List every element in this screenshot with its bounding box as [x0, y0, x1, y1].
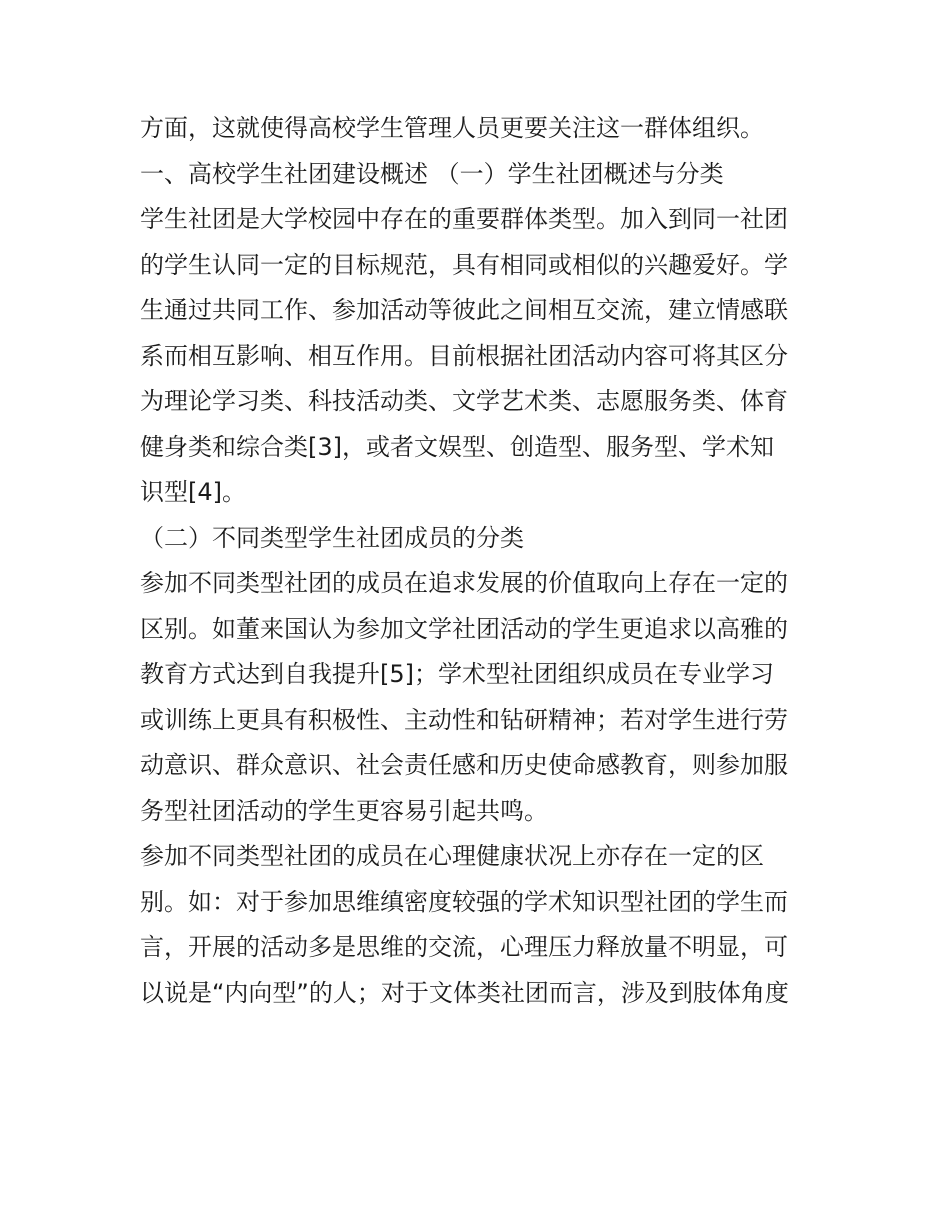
text-line: 识型[4]。	[140, 478, 246, 506]
text-line: 动意识、群众意识、社会责任感和历史使命感教育，则参加服	[140, 751, 788, 779]
subsection-heading: （二）不同类型学生社团成员的分类	[140, 523, 524, 552]
text-line: 系而相互影响、相互作用。目前根据社团活动内容可将其区分	[140, 341, 788, 370]
text-line: 方面，这就使得高校学生管理人员更要关注这一群体组织。	[140, 114, 764, 142]
text-line: 参加不同类型社团的成员在追求发展的价值取向上存在一定的	[140, 569, 788, 597]
text-line: 言，开展的活动多是思维的交流，心理压力释放量不明显，可	[140, 933, 788, 961]
body-text	[140, 106, 820, 1016]
section-heading: 一、高校学生社团建设概述 （一）学生社团概述与分类	[140, 159, 724, 188]
text-line: 教育方式达到自我提升[5]；学术型社团组织成员在专业学习	[140, 660, 774, 688]
text-line: 的学生认同一定的目标规范，具有相同或相似的兴趣爱好。学	[140, 250, 788, 279]
text-line: 或训练上更具有积极性、主动性和钻研精神；若对学生进行劳	[140, 705, 788, 734]
text-line: 务型社团活动的学生更容易引起共鸣。	[140, 796, 548, 825]
text-line: 为理论学习类、科技活动类、文学艺术类、志愿服务类、体育	[140, 387, 788, 415]
text-line: 生通过共同工作、参加活动等彼此之间相互交流，建立情感联	[140, 296, 788, 324]
text-line: 学生社团是大学校园中存在的重要群体类型。加入到同一社团	[140, 205, 788, 233]
text-line: 参加不同类型社团的成员在心理健康状况上亦存在一定的区	[140, 842, 764, 870]
text-line: 区别。如董来国认为参加文学社团活动的学生更追求以高雅的	[140, 614, 788, 643]
text-line: 以说是“内向型”的人；对于文体类社团而言，涉及到肢体角度	[140, 978, 789, 1007]
text-line: 健身类和综合类[3]，或者文娱型、创造型、服务型、学术知	[140, 432, 774, 461]
text-line: 别。如：对于参加思维缜密度较强的学术知识型社团的学生而	[140, 887, 788, 916]
